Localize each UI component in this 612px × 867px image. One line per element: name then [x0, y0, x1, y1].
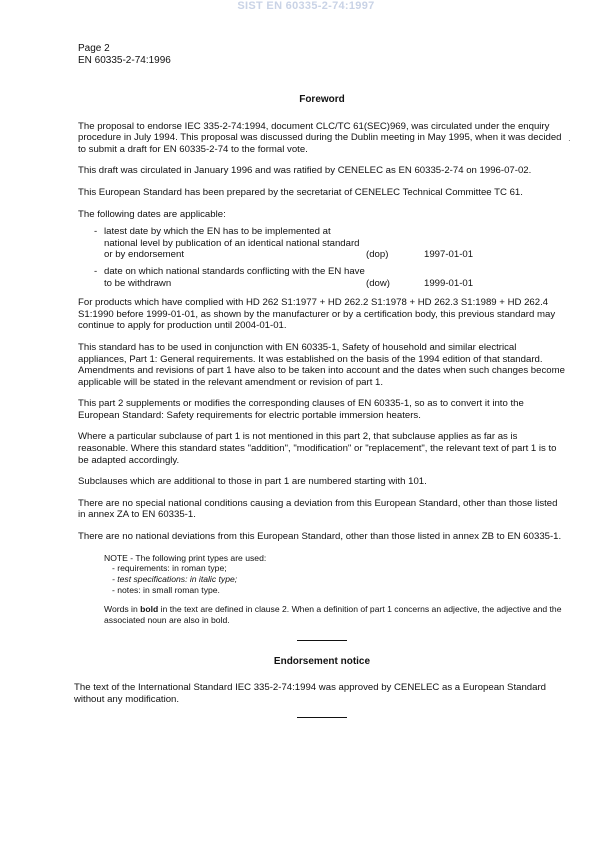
endorsement-title: Endorsement notice — [273, 656, 371, 668]
foreword-paragraph-5: For products which have complied with HD 262 S1:1977 + HD 262.2 S1:1978 + HD 262.3 S1:1989 + HD 262.4 S1:1990 before 1999-01-01, as shown by the manufacturer or by a certification body, this previous standard may continue to apply for production until 2004-01-01. — [78, 297, 556, 332]
note-line-notes: - notes: in small roman type. — [112, 585, 220, 596]
note-line-requirements: - requirements: in roman type; — [112, 563, 227, 574]
date-value: 1997-01-01 — [424, 249, 474, 261]
foreword-paragraph-4: The following dates are applicable: — [78, 208, 226, 220]
section-divider — [297, 640, 347, 641]
scan-speck: · — [568, 136, 571, 145]
foreword-paragraph-11: There are no national deviations from this European Standard, other than those listed in annex ZB to EN 60335-1. — [78, 531, 562, 543]
note-line-test-specifications: - test specifications: in italic type; — [112, 574, 238, 585]
foreword-paragraph-2: This draft was circulated in January 1996 and was ratified by CENELEC as EN 60335-2-74 on 1996-07-02. — [78, 165, 532, 177]
date-abbreviation: (dop) — [366, 249, 389, 261]
date-abbreviation: (dow) — [366, 277, 390, 289]
bold-words-emphasis: bold — [140, 603, 159, 614]
end-divider — [297, 717, 347, 718]
date-description: date on which national standards conflicting with the EN have to be withdrawn — [104, 265, 365, 289]
watermark: SIST EN 60335-2-74:1997 — [237, 0, 375, 12]
document-body — [74, 94, 566, 718]
foreword-paragraph-7: This part 2 supplements or modifies the corresponding clauses of EN 60335-1, so as to convert it into the European Standard: Safety requirements for electric portable immersion heaters. — [78, 398, 524, 421]
page-number: Page 2 — [78, 43, 110, 54]
list-dash: - — [94, 226, 98, 238]
foreword-title: Foreword — [299, 94, 345, 105]
foreword-paragraph-9: Subclauses which are additional to those in part 1 are numbered starting with 101. — [78, 476, 427, 488]
foreword-paragraph-3: This European Standard has been prepared by the secretariat of CENELEC Technical Committee TC 61. — [78, 186, 523, 198]
date-description: latest date by which the EN has to be implemented at national level by publication of an identical national standard or by endorsement — [104, 226, 360, 261]
print-types-note — [104, 553, 566, 596]
endorsement-text: The text of the International Standard IEC 335-2-74:1994 was approved by CENELEC as a European Standard without any modification. — [74, 682, 546, 705]
note-intro: NOTE - The following print types are used: — [104, 552, 267, 563]
date-value: 1999-01-01 — [424, 277, 474, 289]
foreword-paragraph-6: This standard has to be used in conjunction with EN 60335-1, Safety of household and similar electrical appliances, Part 1: General requirements. It was established on the basis of the 1994 edition of that standard. Amendments and revisions of part 1 have also to be taken into account and the dates when such changes become applicable will be stated in the relevant amendment or revision of part 1. — [78, 341, 565, 388]
date-item-dow — [94, 266, 566, 289]
bold-words-note — [104, 604, 566, 626]
bold-words-post: in the text are defined in clause 2. When a definition of part 1 concerns an adjective, the adjective and the associated noun are also in bold. — [104, 603, 562, 625]
bold-words-pre: Words in — [104, 603, 141, 614]
foreword-paragraph-10: There are no special national conditions causing a deviation from this European Standard, other than those listed in annex ZA to EN 60335-1. — [78, 497, 558, 521]
standard-id: EN 60335-2-74:1996 — [78, 55, 171, 66]
list-dash: - — [94, 265, 98, 277]
dates-list — [94, 226, 566, 289]
foreword-paragraph-1: The proposal to endorse IEC 335-2-74:1994, document CLC/TC 61(SEC)969, was circulated under the enquiry procedure in July 1994. This proposal was discussed during the Dublin meeting in May 1995, when it was decided to submit a draft for EN 60335-2-74 to the formal vote. — [78, 120, 562, 155]
foreword-paragraph-8: Where a particular subclause of part 1 is not mentioned in this part 2, that subclause applies as far as is reasonable. Where this standard states "addition", "modification" or "replacement", the relevant text of part 1 is to be adapted accordingly. — [78, 431, 557, 466]
date-item-dop — [94, 226, 566, 261]
page-header — [78, 43, 171, 67]
